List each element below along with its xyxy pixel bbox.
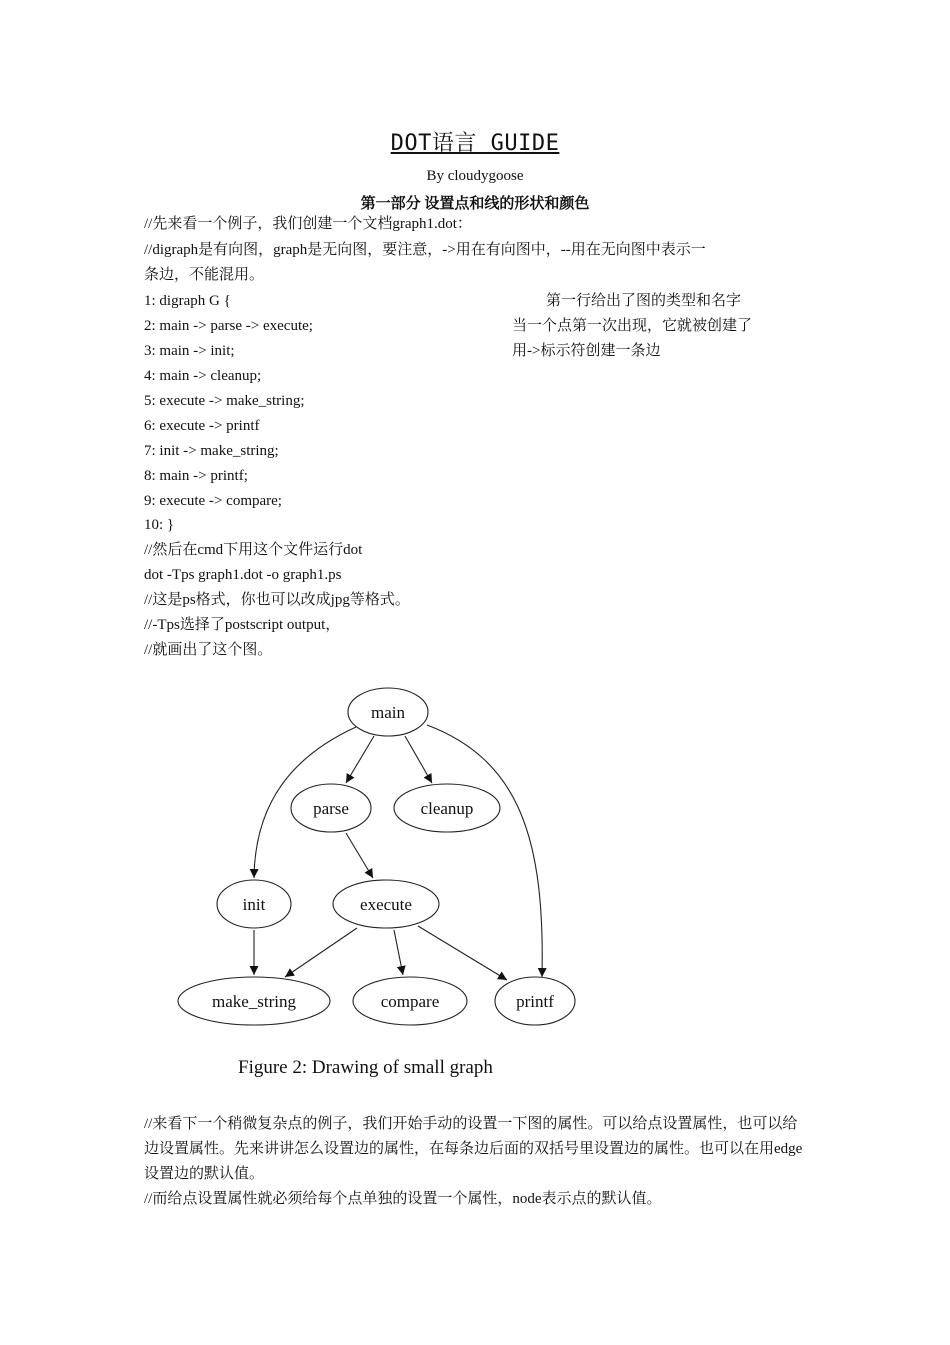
code-line: 1: digraph G { [144,293,231,309]
code-line: 10: } [144,517,175,533]
code-line: 7: init -> make_string; [144,443,279,459]
figure-caption: Figure 2: Drawing of small graph [238,1057,493,1078]
body-paragraph: //而给点设置属性就必须给每个点单独的设置一个属性，node表示点的默认值。 [144,1191,662,1207]
edge-execute-make-string [285,928,357,977]
document-title: DOT语言 GUIDE [390,131,560,156]
node-label-execute: execute [360,895,412,914]
code-line: 5: execute -> make_string; [144,393,305,409]
author-byline: By cloudygoose [426,168,524,184]
text-line: //-Tps选择了postscript output， [144,617,341,633]
text-line: //就画出了这个图。 [144,642,273,658]
code-note: 第一行给出了图的类型和名字 [546,293,742,309]
code-line: 2: main -> parse -> execute; [144,318,313,334]
section-heading: 第一部分 设置点和线的形状和颜色 [360,196,590,212]
text-line: //这是ps格式，你也可以改成jpg等格式。 [144,592,410,608]
edge-main-parse [346,736,374,783]
code-line: 4: main -> cleanup; [144,368,262,384]
node-label-cleanup: cleanup [420,799,474,818]
edge-main-cleanup [405,736,432,783]
code-note: 用->标示符创建一条边 [512,343,661,359]
command-line: dot -Tps graph1.dot -o graph1.ps [144,567,342,583]
intro-line: 条边，不能混用。 [144,267,265,283]
edge-main-printf [427,725,542,977]
edge-execute-printf [418,926,507,980]
code-note: 当一个点第一次出现，它就被创建了 [512,318,753,334]
edge-execute-compare [394,930,403,975]
intro-line: //先来看一个例子，我们创建一个文档graph1.dot： [144,216,472,232]
body-paragraph: //来看下一个稍微复杂点的例子，我们开始手动的设置一下图的属性。可以给点设置属性，也可以给边设置属性。先来讲讲怎么设置边的属性，在每条边后面的双括号里设置边的属性。也可以在用edge设置边的默认值。 [144,1116,803,1182]
node-label-compare: compare [380,992,440,1011]
node-label-make-string: make_string [211,992,297,1011]
code-line: 8: main -> printf; [144,468,248,484]
node-label-printf: printf [516,992,554,1011]
node-label-init: init [242,895,266,914]
code-line: 9: execute -> compare; [144,493,282,509]
node-label-parse: parse [313,799,349,818]
edge-parse-execute [346,833,373,878]
intro-line: //digraph是有向图，graph是无向图，要注意，->用在有向图中，--用在无向图中表示一 [144,242,706,258]
text-line: //然后在cmd下用这个文件运行dot [144,542,363,558]
code-line: 3: main -> init; [144,343,235,359]
code-line: 6: execute -> printf [144,418,260,434]
node-label-main: main [371,703,405,722]
